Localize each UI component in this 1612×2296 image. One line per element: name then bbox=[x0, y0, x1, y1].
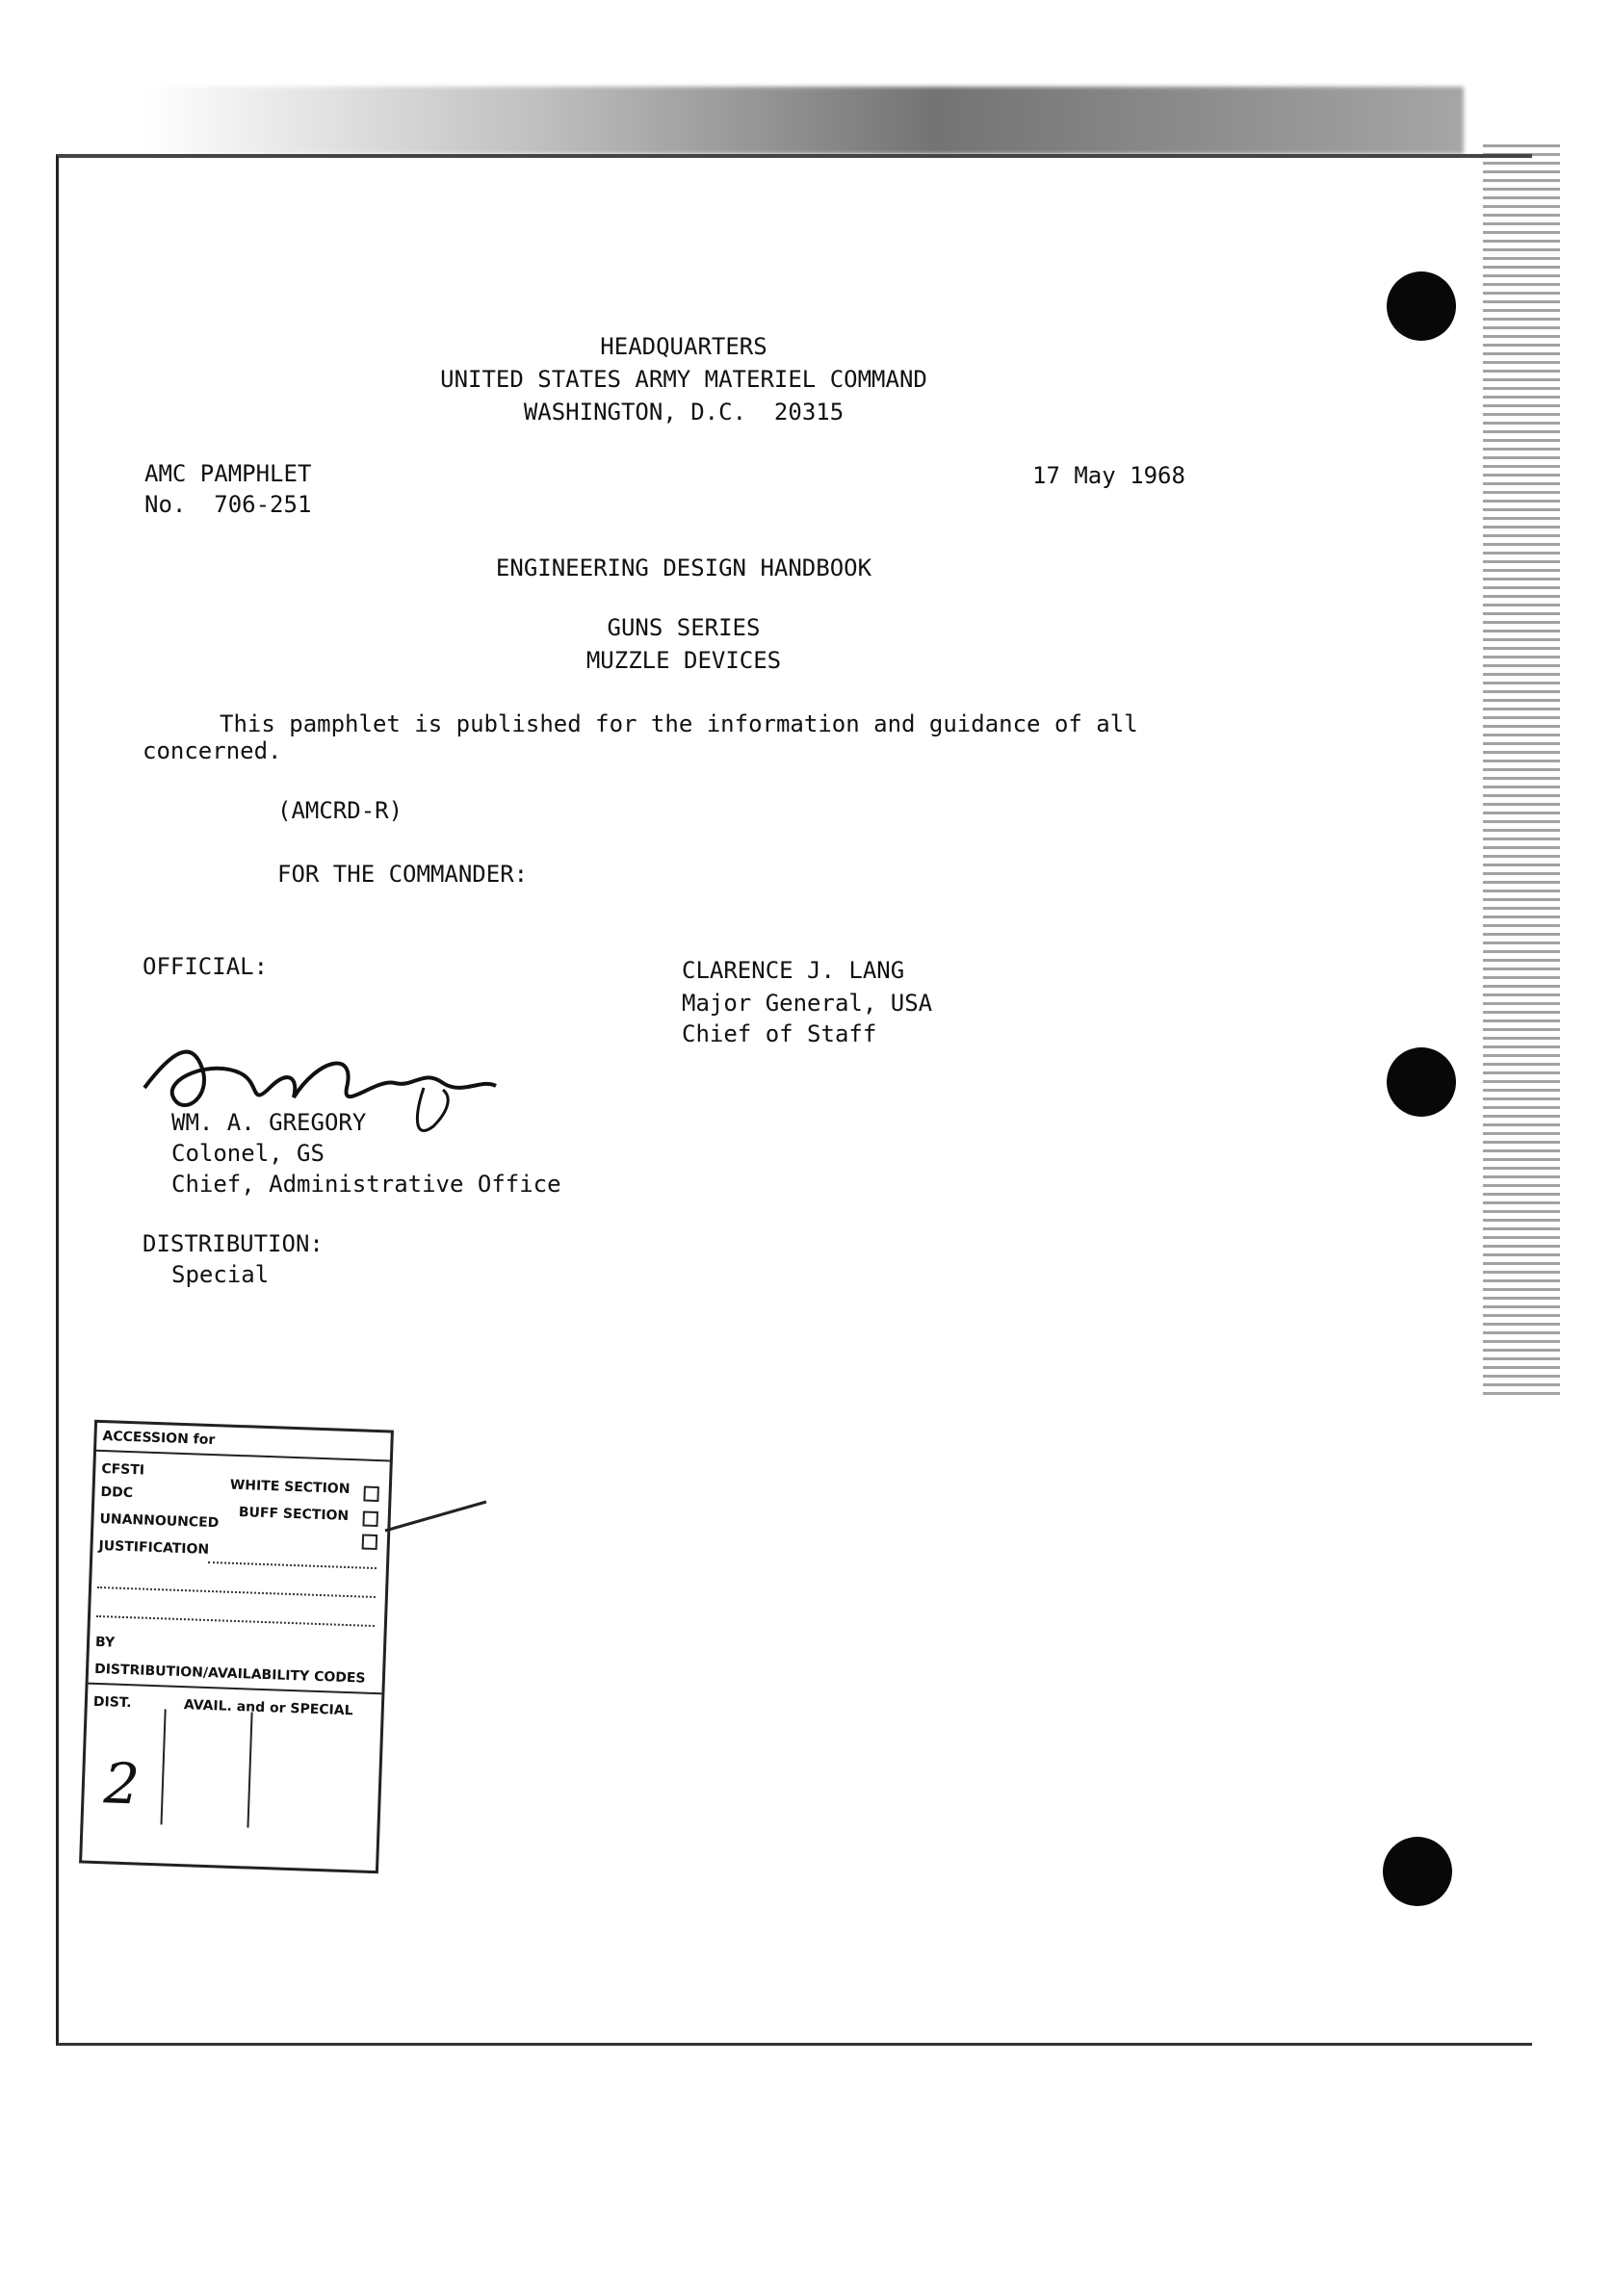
stamp-avail: AVAIL. and or SPECIAL bbox=[183, 1697, 353, 1719]
official-label: OFFICIAL: bbox=[143, 953, 269, 980]
office-code: (AMCRD-R) bbox=[277, 797, 403, 824]
stamp-cfsti: CFSTI bbox=[101, 1461, 145, 1479]
pamphlet-label: AMC PAMPHLET bbox=[144, 460, 312, 487]
unannounced-checkbox bbox=[362, 1534, 378, 1550]
body-paragraph-line-2: concerned. bbox=[143, 737, 282, 764]
handbook-title: ENGINEERING DESIGN HANDBOOK bbox=[495, 555, 872, 581]
body-paragraph-line-1: This pamphlet is published for the information and guidance of all bbox=[220, 710, 1138, 737]
stamp-dist: DIST. bbox=[92, 1693, 132, 1712]
white-section-checkbox bbox=[363, 1486, 379, 1503]
subject-title: MUZZLE DEVICES bbox=[585, 647, 782, 674]
stamp-handwritten-number: 2 bbox=[102, 1750, 142, 1818]
accession-stamp bbox=[79, 1420, 394, 1874]
stamp-ddc: DDC bbox=[100, 1483, 134, 1502]
official-rank: Colonel, GS bbox=[171, 1140, 325, 1167]
stamp-pointer-line bbox=[380, 1483, 496, 1540]
header-line-2: UNITED STATES ARMY MATERIEL COMMAND bbox=[440, 366, 927, 393]
distribution-value: Special bbox=[171, 1261, 270, 1288]
stamp-justification: JUSTIFICATION bbox=[98, 1537, 210, 1558]
stamp-white-section: WHITE SECTION bbox=[229, 1477, 351, 1498]
pamphlet-date: 17 May 1968 bbox=[1032, 462, 1185, 489]
series-title: GUNS SERIES bbox=[607, 614, 761, 641]
pamphlet-number: No. 706-251 bbox=[144, 491, 312, 518]
stamp-heading: ACCESSION for bbox=[102, 1429, 216, 1449]
header-line-3: WASHINGTON, D.C. 20315 bbox=[523, 399, 845, 426]
buff-section-checkbox bbox=[362, 1511, 378, 1528]
commander-rank: Major General, USA bbox=[682, 990, 933, 1017]
stamp-dist-codes: DISTRIBUTION/AVAILABILITY CODES bbox=[93, 1661, 366, 1687]
scan-shadow-top bbox=[144, 87, 1464, 154]
commander-position: Chief of Staff bbox=[682, 1020, 877, 1047]
official-name: WM. A. GREGORY bbox=[171, 1109, 367, 1136]
official-position: Chief, Administrative Office bbox=[171, 1171, 561, 1198]
stamp-unannounced: UNANNOUNCED bbox=[99, 1510, 220, 1532]
punch-hole-middle bbox=[1387, 1047, 1456, 1117]
distribution-label: DISTRIBUTION: bbox=[143, 1230, 324, 1257]
for-commander: FOR THE COMMANDER: bbox=[277, 861, 529, 888]
commander-name: CLARENCE J. LANG bbox=[682, 957, 905, 984]
stamp-buff-section: BUFF SECTION bbox=[238, 1505, 350, 1524]
header-line-1: HEADQUARTERS bbox=[600, 333, 767, 360]
stamp-by: BY bbox=[94, 1634, 116, 1651]
punch-hole-bottom bbox=[1383, 1837, 1452, 1906]
punch-hole-top bbox=[1387, 271, 1456, 341]
